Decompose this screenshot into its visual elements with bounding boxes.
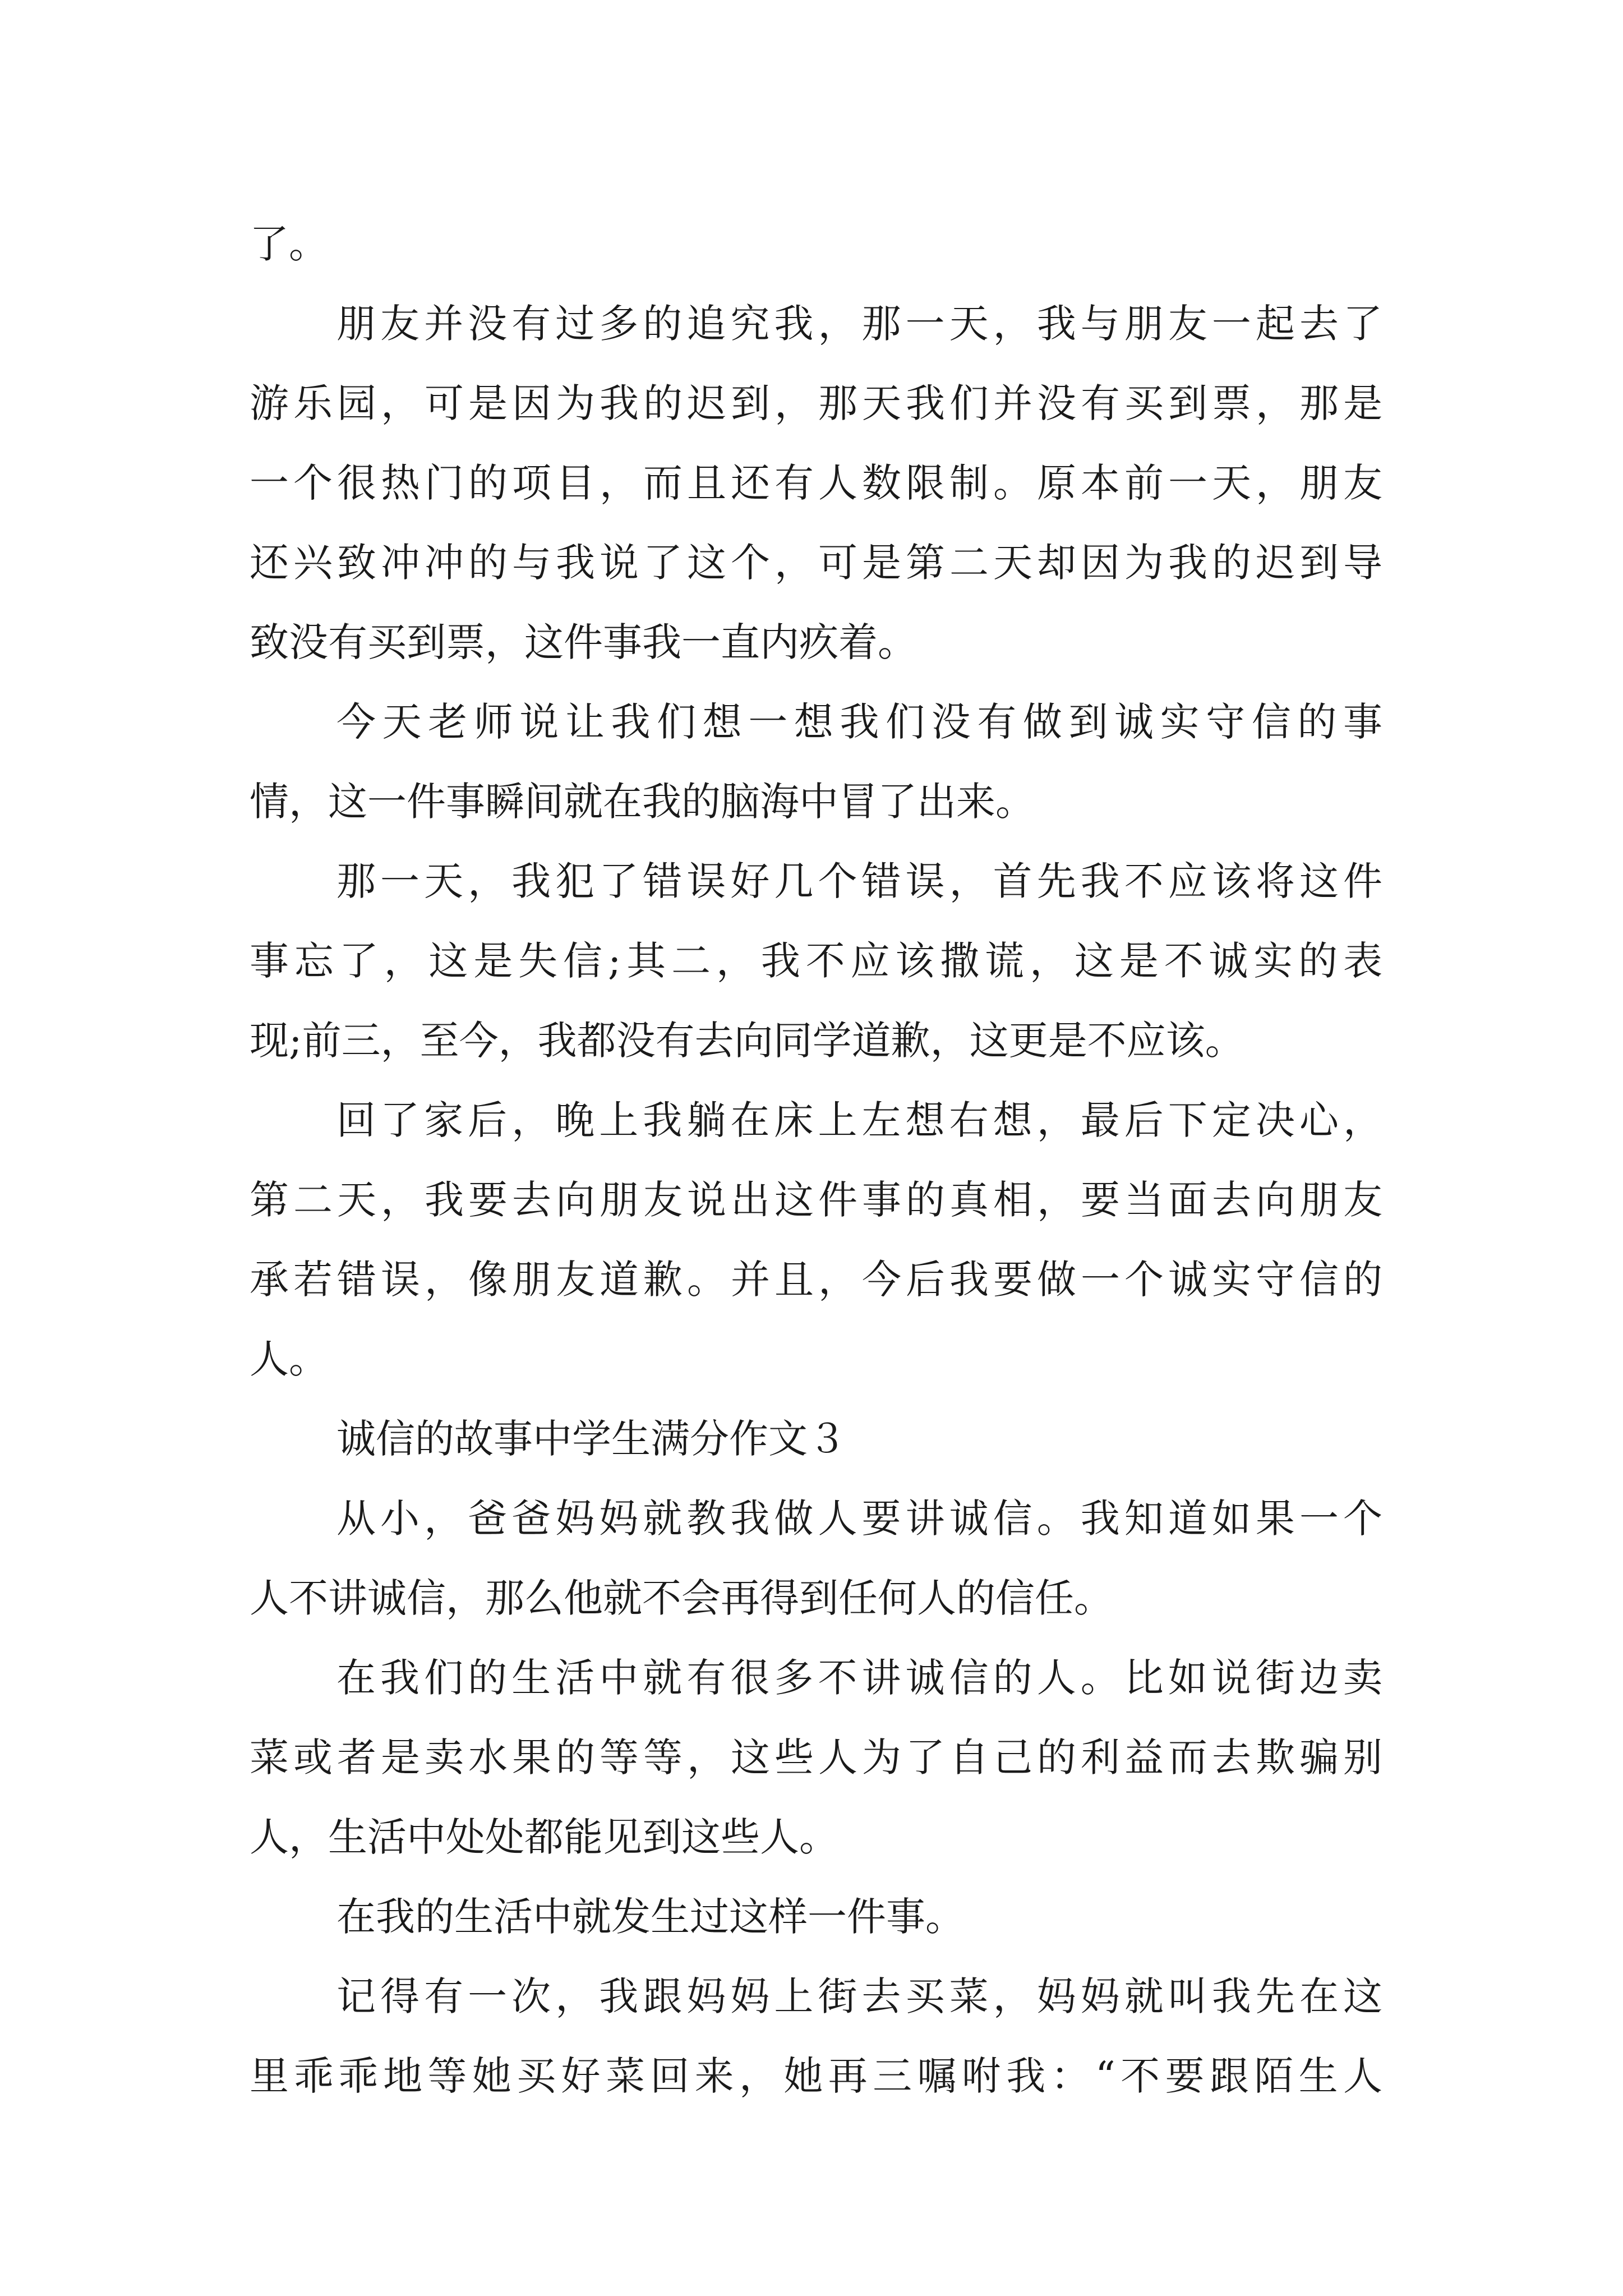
text-line-18: 人不讲诚信，那么他就不会再得到任何人的信任。 xyxy=(250,1575,1113,1621)
text-line-11: 现;前三，至今，我都没有去向同学道歉，这更是不应该。 xyxy=(250,1018,1244,1064)
text-line-5: 还兴致冲冲的与我说了这个，可是第二天却因为我的迟到导 xyxy=(250,540,1382,586)
text-line-22: 在我的生活中就发生过这样一件事。 xyxy=(336,1894,965,1940)
text-line-6: 致没有买到票，这件事我一直内疚着。 xyxy=(250,619,917,665)
text-line-17: 从小，爸爸妈妈就教我做人要讲诚信。我知道如果一个 xyxy=(336,1496,1382,1542)
text-line-8: 情，这一件事瞬间就在我的脑海中冒了出来。 xyxy=(250,779,1035,825)
text-line-12: 回了家后，晚上我躺在床上左想右想，最后下定决心， xyxy=(336,1097,1382,1143)
text-line-15: 人。 xyxy=(250,1336,328,1382)
text-line-23: 记得有一次，我跟妈妈上街去买菜，妈妈就叫我先在这 xyxy=(336,1973,1382,2019)
text-line-1: 了。 xyxy=(250,221,328,267)
text-line-13: 第二天，我要去向朋友说出这件事的真相，要当面去向朋友 xyxy=(250,1177,1382,1223)
text-line-21: 人，生活中处处都能见到这些人。 xyxy=(250,1814,838,1860)
text-line-9: 那一天，我犯了错误好几个错误，首先我不应该将这件 xyxy=(336,858,1382,904)
text-line-7: 今天老师说让我们想一想我们没有做到诚实守信的事 xyxy=(336,699,1382,745)
text-line-14: 承若错误，像朋友道歉。并且，今后我要做一个诚实守信的 xyxy=(250,1257,1382,1303)
text-line-19: 在我们的生活中就有很多不讲诚信的人。比如说街边卖 xyxy=(336,1655,1382,1701)
text-line-3: 游乐园，可是因为我的迟到，那天我们并没有买到票，那是 xyxy=(250,380,1382,426)
text-line-10: 事忘了，这是失信;其二，我不应该撒谎，这是不诚实的表 xyxy=(250,938,1382,984)
section-heading: 诚信的故事中学生满分作文３ xyxy=(336,1416,847,1462)
text-line-2: 朋友并没有过多的追究我，那一天，我与朋友一起去了 xyxy=(336,301,1382,347)
text-line-20: 菜或者是卖水果的等等，这些人为了自己的利益而去欺骗别 xyxy=(250,1734,1382,1780)
text-line-24: 里乖乖地等她买好菜回来，她再三嘱咐我：“不要跟陌生人 xyxy=(250,2053,1382,2099)
text-line-4: 一个很热门的项目，而且还有人数限制。原本前一天，朋友 xyxy=(250,460,1382,506)
